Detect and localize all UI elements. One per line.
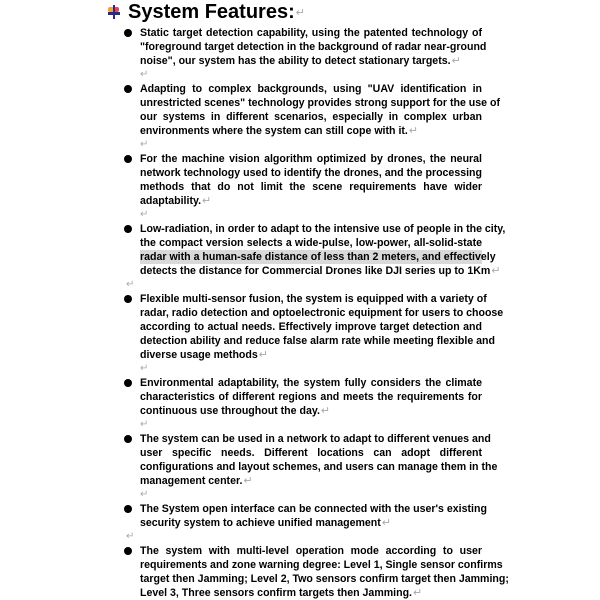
empty-paragraph: ↵ xyxy=(140,489,149,500)
feature-line: The System open interface can be connected with the user's existing xyxy=(140,503,487,515)
feature-line: Flexible multi-sensor fusion, the system is equipped with a variety of xyxy=(140,293,487,305)
feature-line: requirements and zone warning degree: Level 1, Single sensor confirms xyxy=(140,559,503,571)
feature-item xyxy=(124,432,498,488)
feature-line: configurations and layout schemes, and users can manage them in the xyxy=(140,461,498,473)
heading-title: System Features: xyxy=(128,0,295,23)
bullet-icon xyxy=(124,435,132,443)
feature-line: For the machine vision algorithm optimized by drones, the neural xyxy=(140,153,482,165)
feature-line: environments where the system can still cope with it.↵ xyxy=(140,125,419,137)
pushpin-icon xyxy=(106,4,122,20)
feature-line: Static target detection capability, using the patented technology of xyxy=(140,27,482,39)
feature-line: characteristics of different regions and meets the requirements for xyxy=(140,391,482,403)
feature-line: diverse usage methods↵ xyxy=(140,349,268,361)
feature-item xyxy=(124,292,504,362)
feature-line: according to actual needs. Effectively improve target detection and xyxy=(140,321,482,333)
feature-item xyxy=(124,152,482,208)
feature-line: our systems in different scenarios, especially in complex urban xyxy=(140,111,482,123)
feature-item xyxy=(124,222,506,278)
bullet-icon xyxy=(124,505,132,513)
feature-line: continuous use throughout the day.↵ xyxy=(140,405,331,417)
feature-line: user specific needs. Different locations can adopt different xyxy=(140,447,482,459)
bullet-icon xyxy=(124,29,132,37)
empty-paragraph: ↵ xyxy=(140,209,149,220)
feature-line: target then Jamming; Level 2, Two sensors confirm target then Jamming; xyxy=(140,573,509,585)
feature-list xyxy=(124,26,509,600)
feature-line: radar, radio detection and optoelectronic equipment for users to choose xyxy=(140,307,504,319)
feature-line: "foreground target detection in the background of radar near-ground xyxy=(140,41,487,53)
empty-paragraph: ↵ xyxy=(140,363,149,374)
feature-line: network technology used to identify the drones, and the processing xyxy=(140,167,482,179)
paragraph-mark: ↵ xyxy=(295,6,305,19)
empty-paragraph: ↵ xyxy=(140,139,149,150)
feature-line: methods that do not limit the scene requirements have wider xyxy=(140,181,482,193)
empty-paragraph: ↵ xyxy=(140,419,149,430)
feature-line: Environmental adaptability, the system fully considers the climate xyxy=(140,377,482,389)
feature-item xyxy=(124,82,500,138)
empty-paragraph: ↵ xyxy=(126,279,135,290)
feature-line: noise", our system has the ability to detect stationary targets.↵ xyxy=(140,55,461,67)
feature-line: The system with multi-level operation mode according to user xyxy=(140,545,482,557)
feature-line: Low-radiation, in order to adapt to the intensive use of people in the city, xyxy=(140,223,506,235)
feature-line: unrestricted scenes" technology provides strong support for the use of xyxy=(140,97,500,109)
feature-item xyxy=(124,376,482,418)
feature-item xyxy=(124,502,487,530)
bullet-icon xyxy=(124,379,132,387)
feature-line: detects the distance for Commercial Drones like DJI series up to 1Km↵ xyxy=(140,265,501,277)
feature-line: detection ability and reduce false alarm rate while meeting flexible and xyxy=(140,335,495,347)
bullet-icon xyxy=(124,85,132,93)
feature-item xyxy=(124,544,509,600)
feature-line: management center.↵ xyxy=(140,475,253,487)
feature-item xyxy=(124,26,487,68)
highlighted-line[interactable]: radar with a human-safe distance of less than 2 meters, and effectively xyxy=(140,251,496,263)
feature-line: security system to achieve unified management↵ xyxy=(140,517,392,529)
bullet-icon xyxy=(124,155,132,163)
section-heading xyxy=(106,1,305,23)
feature-line: Adapting to complex backgrounds, using "UAV identification in xyxy=(140,83,482,95)
empty-paragraph: ↵ xyxy=(140,69,149,80)
feature-line: the compact version selects a wide-pulse, low-power, all-solid-state xyxy=(140,237,482,249)
bullet-icon xyxy=(124,295,132,303)
bullet-icon xyxy=(124,225,132,233)
feature-line: adaptability.↵ xyxy=(140,195,212,207)
feature-line: The system can be used in a network to adapt to different venues and xyxy=(140,433,491,445)
empty-paragraph: ↵ xyxy=(126,531,135,542)
bullet-icon xyxy=(124,547,132,555)
feature-line: Level 3, Three sensors confirm targets then Jamming.↵ xyxy=(140,587,423,599)
